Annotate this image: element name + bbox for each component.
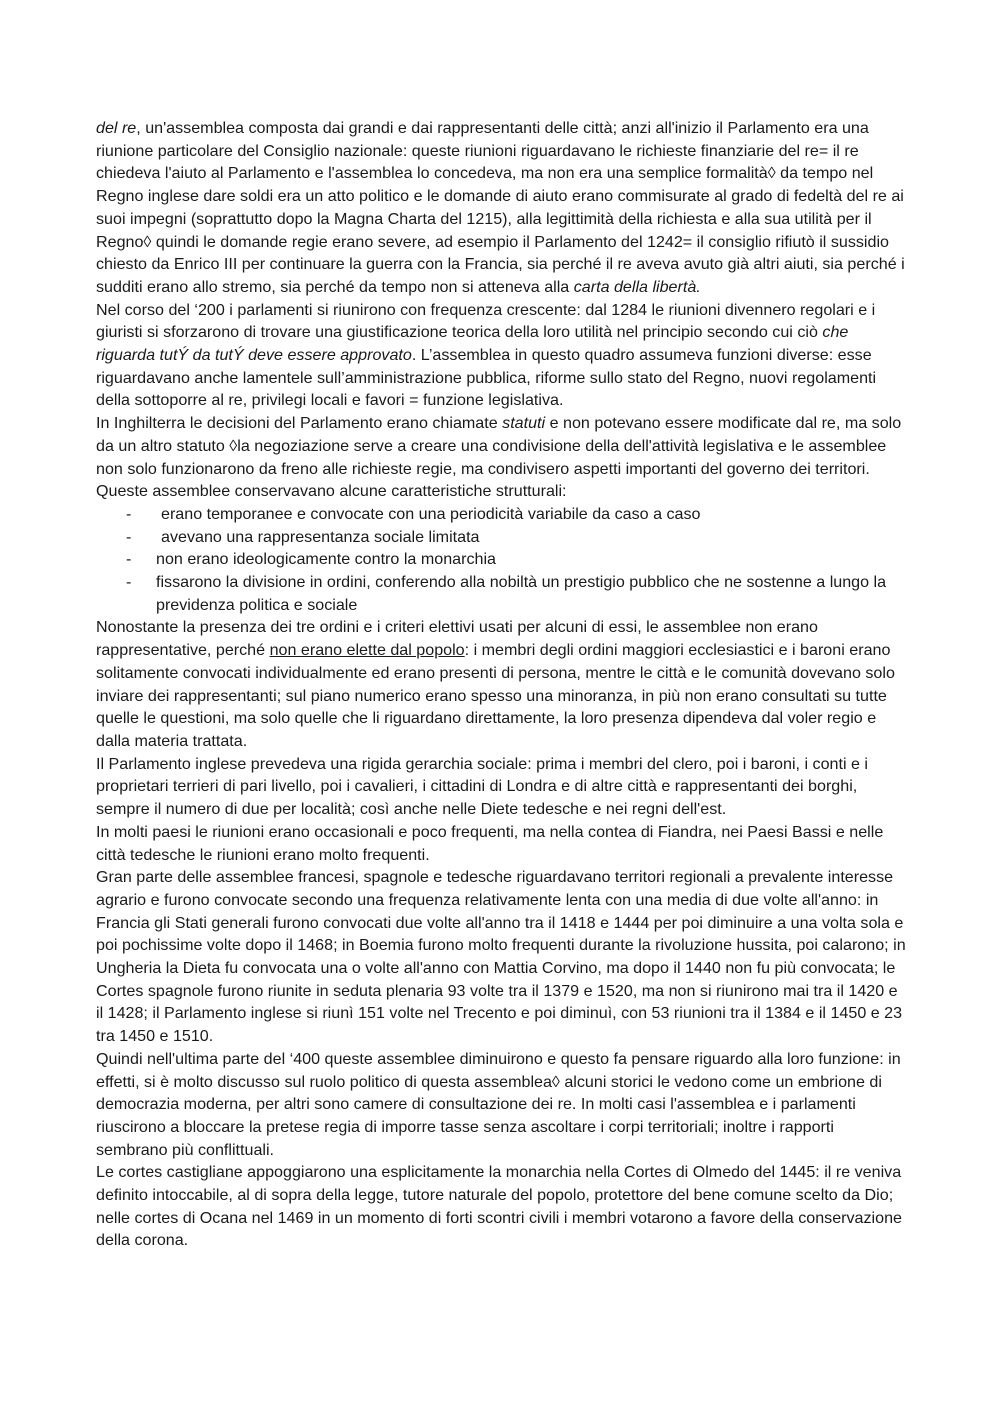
- list-item: - non erano ideologicamente contro la monarchia: [96, 548, 908, 571]
- italic-text: che riguarda tutÝ da tutÝ deve essere approvato: [96, 323, 849, 365]
- paragraph-8: Gran parte delle assemblee francesi, spagnole e tedesche riguardavano territori regionali a prevalente interesse agrario e furono convocate secondo una frequenza relativamente lenta con una media di due volte all'anno: in Francia gli Stati generali furono convocati due volte all'anno tra il 1418 e 1444 per poi diminuire a una volta sola e poi pochissime volte dopo il 1468; in Boemia furono molto frequenti durante la rivoluzione hussita, poi calarono; in Ungheria la Dieta fu convocata una o volte all'anno con Mattia Corvino, ma dopo il 1440 non fu più convocata; le Cortes spagnole furono riunite in seduta plenaria 93 volte tra il 1379 e 1520, ma non si riunirono mai tra il 1420 e il 1428; il Parlamento inglese si riunì 151 volte nel Trecento e poi diminuì, con 53 riunioni tra il 1384 e il 1450 e 23 tra 1450 e 1510.: [96, 868, 906, 1046]
- bullet-dash: -: [126, 504, 132, 523]
- list-item: - erano temporanee e convocate con una periodicità variabile da caso a caso: [96, 503, 908, 526]
- list-item: - avevano una rappresentanza sociale limitata: [96, 526, 908, 549]
- bullet-dash: -: [126, 527, 132, 546]
- bullet-list: [96, 503, 908, 617]
- italic-text: carta della libertà.: [573, 277, 701, 296]
- paragraph-7: In molti paesi le riunioni erano occasionali e poco frequenti, ma nella contea di Fiandra, nei Paesi Bassi e nelle città tedesche le riunioni erano molto frequenti.: [96, 822, 884, 864]
- paragraph-1: del re, un'assemblea composta dai grandi e dai rappresentanti delle città; anzi all'inizio il Parlamento era una riunione particolare del Consiglio nazionale: queste riunioni riguardavano le richieste finanziarie del re= il re chiedeva l'aiuto al Parlamento e l'assemblea lo concedeva, ma non era una semplice formalità◊ da tempo nel Regno inglese dare soldi era un atto politico e le domande di aiuto erano commisurate al grado di fedeltà del re ai suoi impegni (soprattutto dopo la Magna Charta del 1215), alla legittimità della richiesta e alla sua utilità per il Regno◊ quindi le domande regie erano severe, ad esempio il Parlamento del 1242= il consiglio rifiutò il sussidio chiesto da Enrico III per continuare la guerra con la Francia, sia perché il re aveva avuto già altri aiuti, sia perché i sudditi erano allo stremo, sia perché da tempo non si atteneva alla carta della libertà.: [96, 119, 905, 296]
- paragraph-10: Le cortes castigliane appoggiarono una esplicitamente la monarchia nella Cortes di Olmedo del 1445: il re veniva definito intoccabile, al di sopra della legge, tutore naturale del popolo, protettore del bene comune scelto da Dio; nelle cortes di Ocana nel 1469 in un momento di forti scontri civili i membri votarono a favore della conservazione della corona.: [96, 1163, 902, 1250]
- paragraph-2: Nel corso del ‘200 i parlamenti si riunirono con frequenza crescente: dal 1284 le riunioni divennero regolari e i giuristi si sforzarono di trovare una giustificazione teorica della loro utilità nel principio secondo cui ciò che riguarda tutÝ da tutÝ deve essere approvato. L’assemblea in questo quadro assumeva funzioni diverse: esse riguardavano anche lamentele sull’amministrazione pubblica, riforme sullo stato del Regno, nuovi regolamenti della sottoporre al re, privilegi locali e favori = funzione legislativa.: [96, 300, 877, 410]
- italic-text: del re: [96, 119, 137, 137]
- paragraph-3: In Inghilterra le decisioni del Parlamento erano chiamate statuti e non potevano essere modificate dal re, ma solo da un altro statuto ◊la negoziazione serve a creare una condivisione della dell'attività legislativa e le assemblee non solo funzionarono da freno alle richieste regie, ma condivisero aspetti importanti del governo dei territori.: [96, 414, 902, 478]
- paragraph-9: Quindi nell'ultima parte del ‘400 queste assemblee diminuirono e questo fa pensare riguardo alla loro funzione: in effetti, si è molto discusso sul ruolo politico di questa assemblea◊ alcuni storici le vedono come un embrione di democrazia moderna, per altri sono camere di consultazione dei re. In molti casi l'assemblea e i parlamenti riuscirono a bloccare la pretese regia di imporre tasse senza ascoltare i corpi territoriali; inoltre i rapporti sembrano più conflittuali.: [96, 1049, 901, 1159]
- bullet-dash: -: [126, 550, 132, 569]
- paragraph-4: Queste assemblee conservavano alcune caratteristiche strutturali:: [96, 482, 567, 501]
- document-page: [96, 117, 908, 1252]
- paragraph-6: Il Parlamento inglese prevedeva una rigida gerarchia sociale: prima i membri del clero, poi i baroni, i conti e i proprietari terrieri di pari livello, poi i cavalieri, i cittadini di Londra e di altre città e rappresentanti dei borghi, sempre il numero di due per località; così anche nelle Diete tedesche e nei regni dell'est.: [96, 754, 868, 819]
- underlined-text: non erano elette dal popolo: [269, 641, 465, 660]
- bullet-dash: -: [126, 573, 132, 592]
- paragraph-5: Nonostante la presenza dei tre ordini e i criteri elettivi usati per alcuni di essi, le assemblee non erano rappresentative, perché non erano elette dal popolo: i membri degli ordini maggiori ecclesiastici e i baroni erano solitamente convocati individualmente ed erano presenti di persona, mentre le città e le comunità dovevano solo inviare dei rappresentanti; sul piano numerico erano spesso una minoranza, in più non erano consultati su tutte quelle le questioni, ma solo quelle che li riguardano direttamente, la loro presenza dipendeva dal voler regio e dalla materia trattata.: [96, 618, 895, 750]
- list-item: - fissarono la divisione in ordini, conferendo alla nobiltà un prestigio pubblico che ne sostenne a lungo la previdenza politica e sociale: [126, 573, 887, 614]
- italic-text: statuti: [502, 414, 546, 433]
